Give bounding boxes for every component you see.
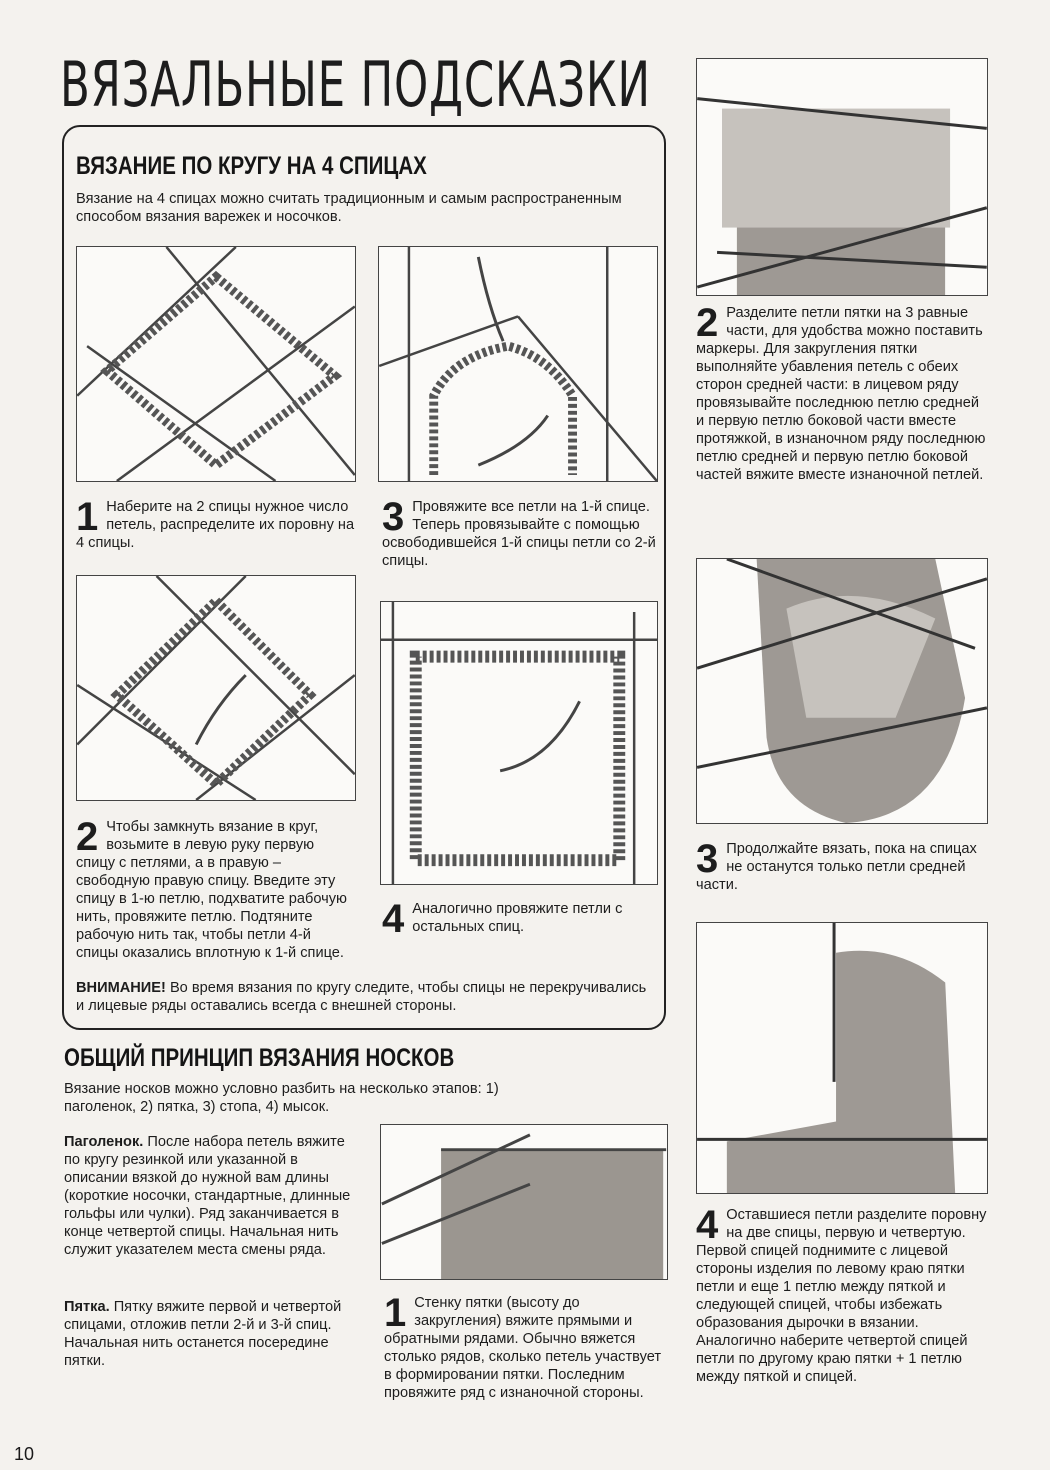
figure-heel-turn-svg bbox=[697, 559, 987, 823]
figure-heel-divide-svg bbox=[697, 59, 987, 295]
figure-gusset-pickup bbox=[696, 922, 988, 1194]
section2-title: ОБЩИЙ ПРИНЦИП ВЯЗАНИЯ НОСКОВ bbox=[64, 1044, 455, 1072]
figure-step1 bbox=[76, 246, 356, 482]
figure-heel-divide bbox=[696, 58, 988, 296]
box-step-2: 2 Чтобы замкнуть вязание в круг, возьмите в левую руку первую спицу с петлями, а в правую – свободную правую спицу. Введите эту спицу в 1-ю петлю, подхватите рабочую нить, провяжите петлю. Подтяните рабочую нить так, чтобы петли 4-й спицы оказались вплотную к 1-й спице. bbox=[76, 815, 347, 961]
figure-step3-svg bbox=[379, 247, 657, 481]
section1-title: ВЯЗАНИЕ ПО КРУГУ НА 4 СПИЦАХ bbox=[76, 152, 427, 180]
warning-note: ВНИМАНИЕ! Во время вязания по кругу следите, чтобы спицы не перекручивались и лицевые ряды оставались всегда с внешней стороны. bbox=[76, 980, 647, 1014]
figure-step2-svg bbox=[77, 576, 355, 800]
sock-step-2: 2 Разделите петли пятки на 3 равные части, для удобства можно поставить маркеры. Для закругления пятки выполняйте убавления петель с обеих сторон средней части: в лицевом ряду провязывайте последнюю петлю средней и первую петлю боковой части вместе протяжкой, в изнаночном ряду последнюю петлю средней и первую петлю боковой частей вяжите вместе изнаночной петлей. bbox=[696, 301, 986, 483]
figure-heel-wall-svg bbox=[381, 1125, 667, 1279]
box-step-1: 1 Наберите на 2 спицы нужное число петель, распределите их поровну на 4 спицы. bbox=[76, 495, 355, 551]
figure-step2 bbox=[76, 575, 356, 801]
sock-step-4: 4 Оставшиеся петли разделите поровну на две спицы, первую и четвертую. Первой спицей поднимите с лицевой стороны изделия по левому краю пятки петли и еще 1 петлю между пяткой и следующей спицей, чтобы избежать образования дырочки в вязании. Аналогично наберите четвертой спицей петли по другому краю пятки + 1 петлю между пяткой и спицей. bbox=[696, 1203, 987, 1385]
section1-intro: Вязание на 4 спицах можно считать традиционным и самым распространенным способом вязания варежек и носочков. bbox=[76, 191, 622, 225]
figure-step4 bbox=[380, 601, 658, 885]
figure-heel-wall bbox=[380, 1124, 668, 1280]
figure-step3 bbox=[378, 246, 658, 482]
paragraph-pagolenok: Паголенок. После набора петель вяжите по кругу резинкой или указанной в описании вязкой до нужной вам длины (короткие носочки, стандартные, длинные гольфы или чулки). Ряд заканчивается в конце четвертой спицы. Начальная нить служит указателем места смены ряда. bbox=[64, 1134, 351, 1258]
paragraph-pyatka: Пятка. Пятку вяжите первой и четвертой спицами, отложив петли 2-й и 3-й спиц. Начальная нить останется посередине пятки. bbox=[64, 1299, 342, 1369]
page-number: 10 bbox=[14, 1444, 35, 1464]
section2-intro: Вязание носков можно условно разбить на несколько этапов: 1) паголенок, 2) пятка, 3) стопа, 4) мысок. bbox=[64, 1081, 499, 1115]
sock-step-1: 1 Стенку пятки (высоту до закругления) вяжите прямыми и обратными рядами. Обычно вяжется столько рядов, сколько петель участвует в формировании пятки. Последним провяжите ряд с изнаночной стороны. bbox=[384, 1291, 662, 1401]
sock-step-3: 3 Продолжайте вязать, пока на спицах не останутся только петли средней части. bbox=[696, 837, 977, 893]
figure-step1-svg bbox=[77, 247, 355, 481]
figure-step4-svg bbox=[381, 602, 657, 884]
box-step-3: 3 Провяжите все петли на 1-й спице. Теперь провязывайте с помощью освободившейся 1-й спицы петли со 2-й спицы. bbox=[382, 495, 656, 569]
figure-heel-turn bbox=[696, 558, 988, 824]
box-step-4: 4 Аналогично провяжите петли с остальных спиц. bbox=[382, 897, 623, 941]
page-title: ВЯЗАЛЬНЫЕ ПОДСКАЗКИ bbox=[60, 48, 651, 121]
figure-gusset-pickup-svg bbox=[697, 923, 987, 1193]
